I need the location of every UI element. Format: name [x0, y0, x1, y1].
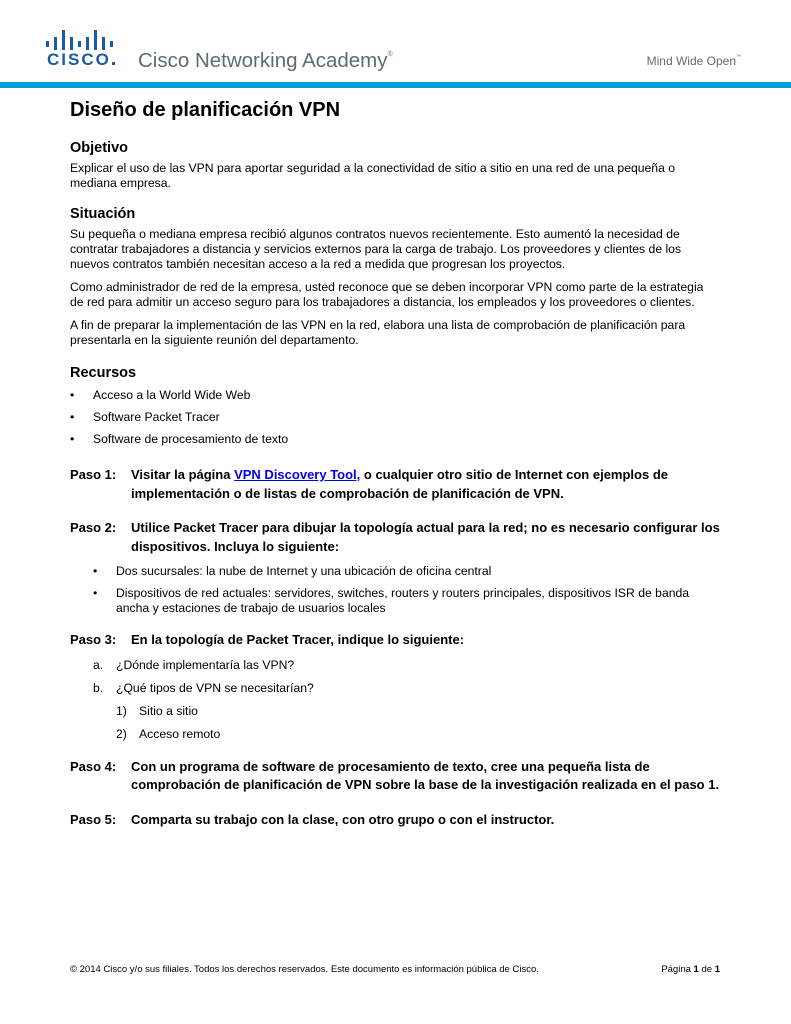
step-number: Paso 3:	[70, 632, 117, 647]
objetivo-text: Explicar el uso de las VPN para aportar seguridad a la conectividad de sitio a sitio en una red de una pequeña o mediana empresa.	[70, 161, 676, 190]
list-item: • Software de procesamiento de texto	[70, 432, 720, 447]
step-5	[70, 811, 720, 830]
step-number: Paso 1:	[70, 467, 117, 482]
situacion-heading: Situación	[70, 206, 136, 222]
step-number: Paso 4:	[70, 758, 117, 774]
situacion-paragraph: A fin de preparar la implementación de las VPN en la red, elabora una lista de comprobación de planificación para presentarla en la siguiente reunión del departamento.	[70, 318, 686, 347]
tagline: Mind Wide Open™	[646, 54, 741, 68]
list-item: • Dos sucursales: la nube de Internet y una ubicación de oficina central	[93, 564, 720, 579]
page-header	[0, 0, 791, 90]
step-2	[70, 519, 720, 556]
step-1	[70, 466, 720, 503]
step-3	[70, 631, 720, 650]
page-number: Página 1 de 1	[661, 964, 720, 975]
list-item: • Acceso a la World Wide Web	[70, 388, 720, 403]
list-item: b. ¿Qué tipos de VPN se necesitarían?	[93, 680, 314, 695]
copyright-text: © 2014 Cisco y/o sus filiales. Todos los derechos reservados. Este documento es información pública de Cisco.	[70, 964, 539, 975]
list-item: a. ¿Dónde implementaría las VPN?	[93, 657, 295, 672]
step-text: En la topología de Packet Tracer, indique lo siguiente:	[131, 632, 465, 647]
cisco-bridge-logo-icon	[46, 30, 116, 50]
recursos-heading: Recursos	[70, 365, 137, 381]
step-3-list	[93, 658, 720, 696]
step-text: Utilice Packet Tracer para dibujar la topología actual para la red; no es necesario configurar los dispositivos. Incluya lo siguiente:	[131, 520, 720, 554]
situacion-paragraph: Como administrador de red de la empresa, usted reconoce que se deben incorporar VPN como parte de la estrategia de red para admitir un acceso seguro para los trabajadores a distancia, los empleados y los proveedores o clientes.	[70, 280, 704, 309]
document-body	[70, 98, 720, 829]
situacion-paragraph: Su pequeña o mediana empresa recibió algunos contratos nuevos recientemente. Esto aumentó la necesidad de contratar trabajadores a distancia y servicios externos para la carga de trabajo. Los proveedores y clientes de los nuevos contratos también necesitan acceso a la red a medida que progresan los proyectos.	[70, 227, 682, 271]
step-text: Comparta su trabajo con la clase, con otro grupo o con el instructor.	[131, 811, 555, 827]
vpn-types-list	[116, 704, 720, 742]
step-text: Con un programa de software de procesamiento de texto, cree una pequeña lista de comprobación de planificación de VPN sobre la base de la investigación realizada en el paso 1.	[131, 758, 720, 792]
objetivo-heading: Objetivo	[70, 140, 129, 156]
vpn-discovery-tool-link[interactable]: VPN Discovery Tool,	[234, 467, 361, 482]
step-number: Paso 5:	[70, 811, 117, 827]
cisco-logo-text: CISCO	[47, 50, 115, 70]
step-text: Visitar la página VPN Discovery Tool, o cualquier otro sitio de Internet con ejemplos de implementación o de listas de comprobación de planificación de VPN.	[131, 467, 668, 501]
list-item: 1) Sitio a sitio	[116, 703, 198, 718]
list-item: • Dispositivos de red actuales: servidores, switches, routers y routers principales, dispositivos ISR de banda ancha y estaciones de trabajo de usuarios locales	[93, 586, 720, 616]
page-title: Diseño de planificación VPN	[70, 99, 341, 121]
academy-name: Cisco Networking Academy®	[138, 49, 393, 72]
step-2-list	[93, 564, 720, 616]
list-item: 2) Acceso remoto	[116, 726, 221, 741]
recursos-list	[70, 388, 720, 447]
header-rule	[0, 82, 791, 88]
list-item: • Software Packet Tracer	[70, 410, 720, 425]
step-number: Paso 2:	[70, 520, 117, 535]
page-footer	[70, 964, 720, 975]
step-4	[70, 758, 720, 795]
